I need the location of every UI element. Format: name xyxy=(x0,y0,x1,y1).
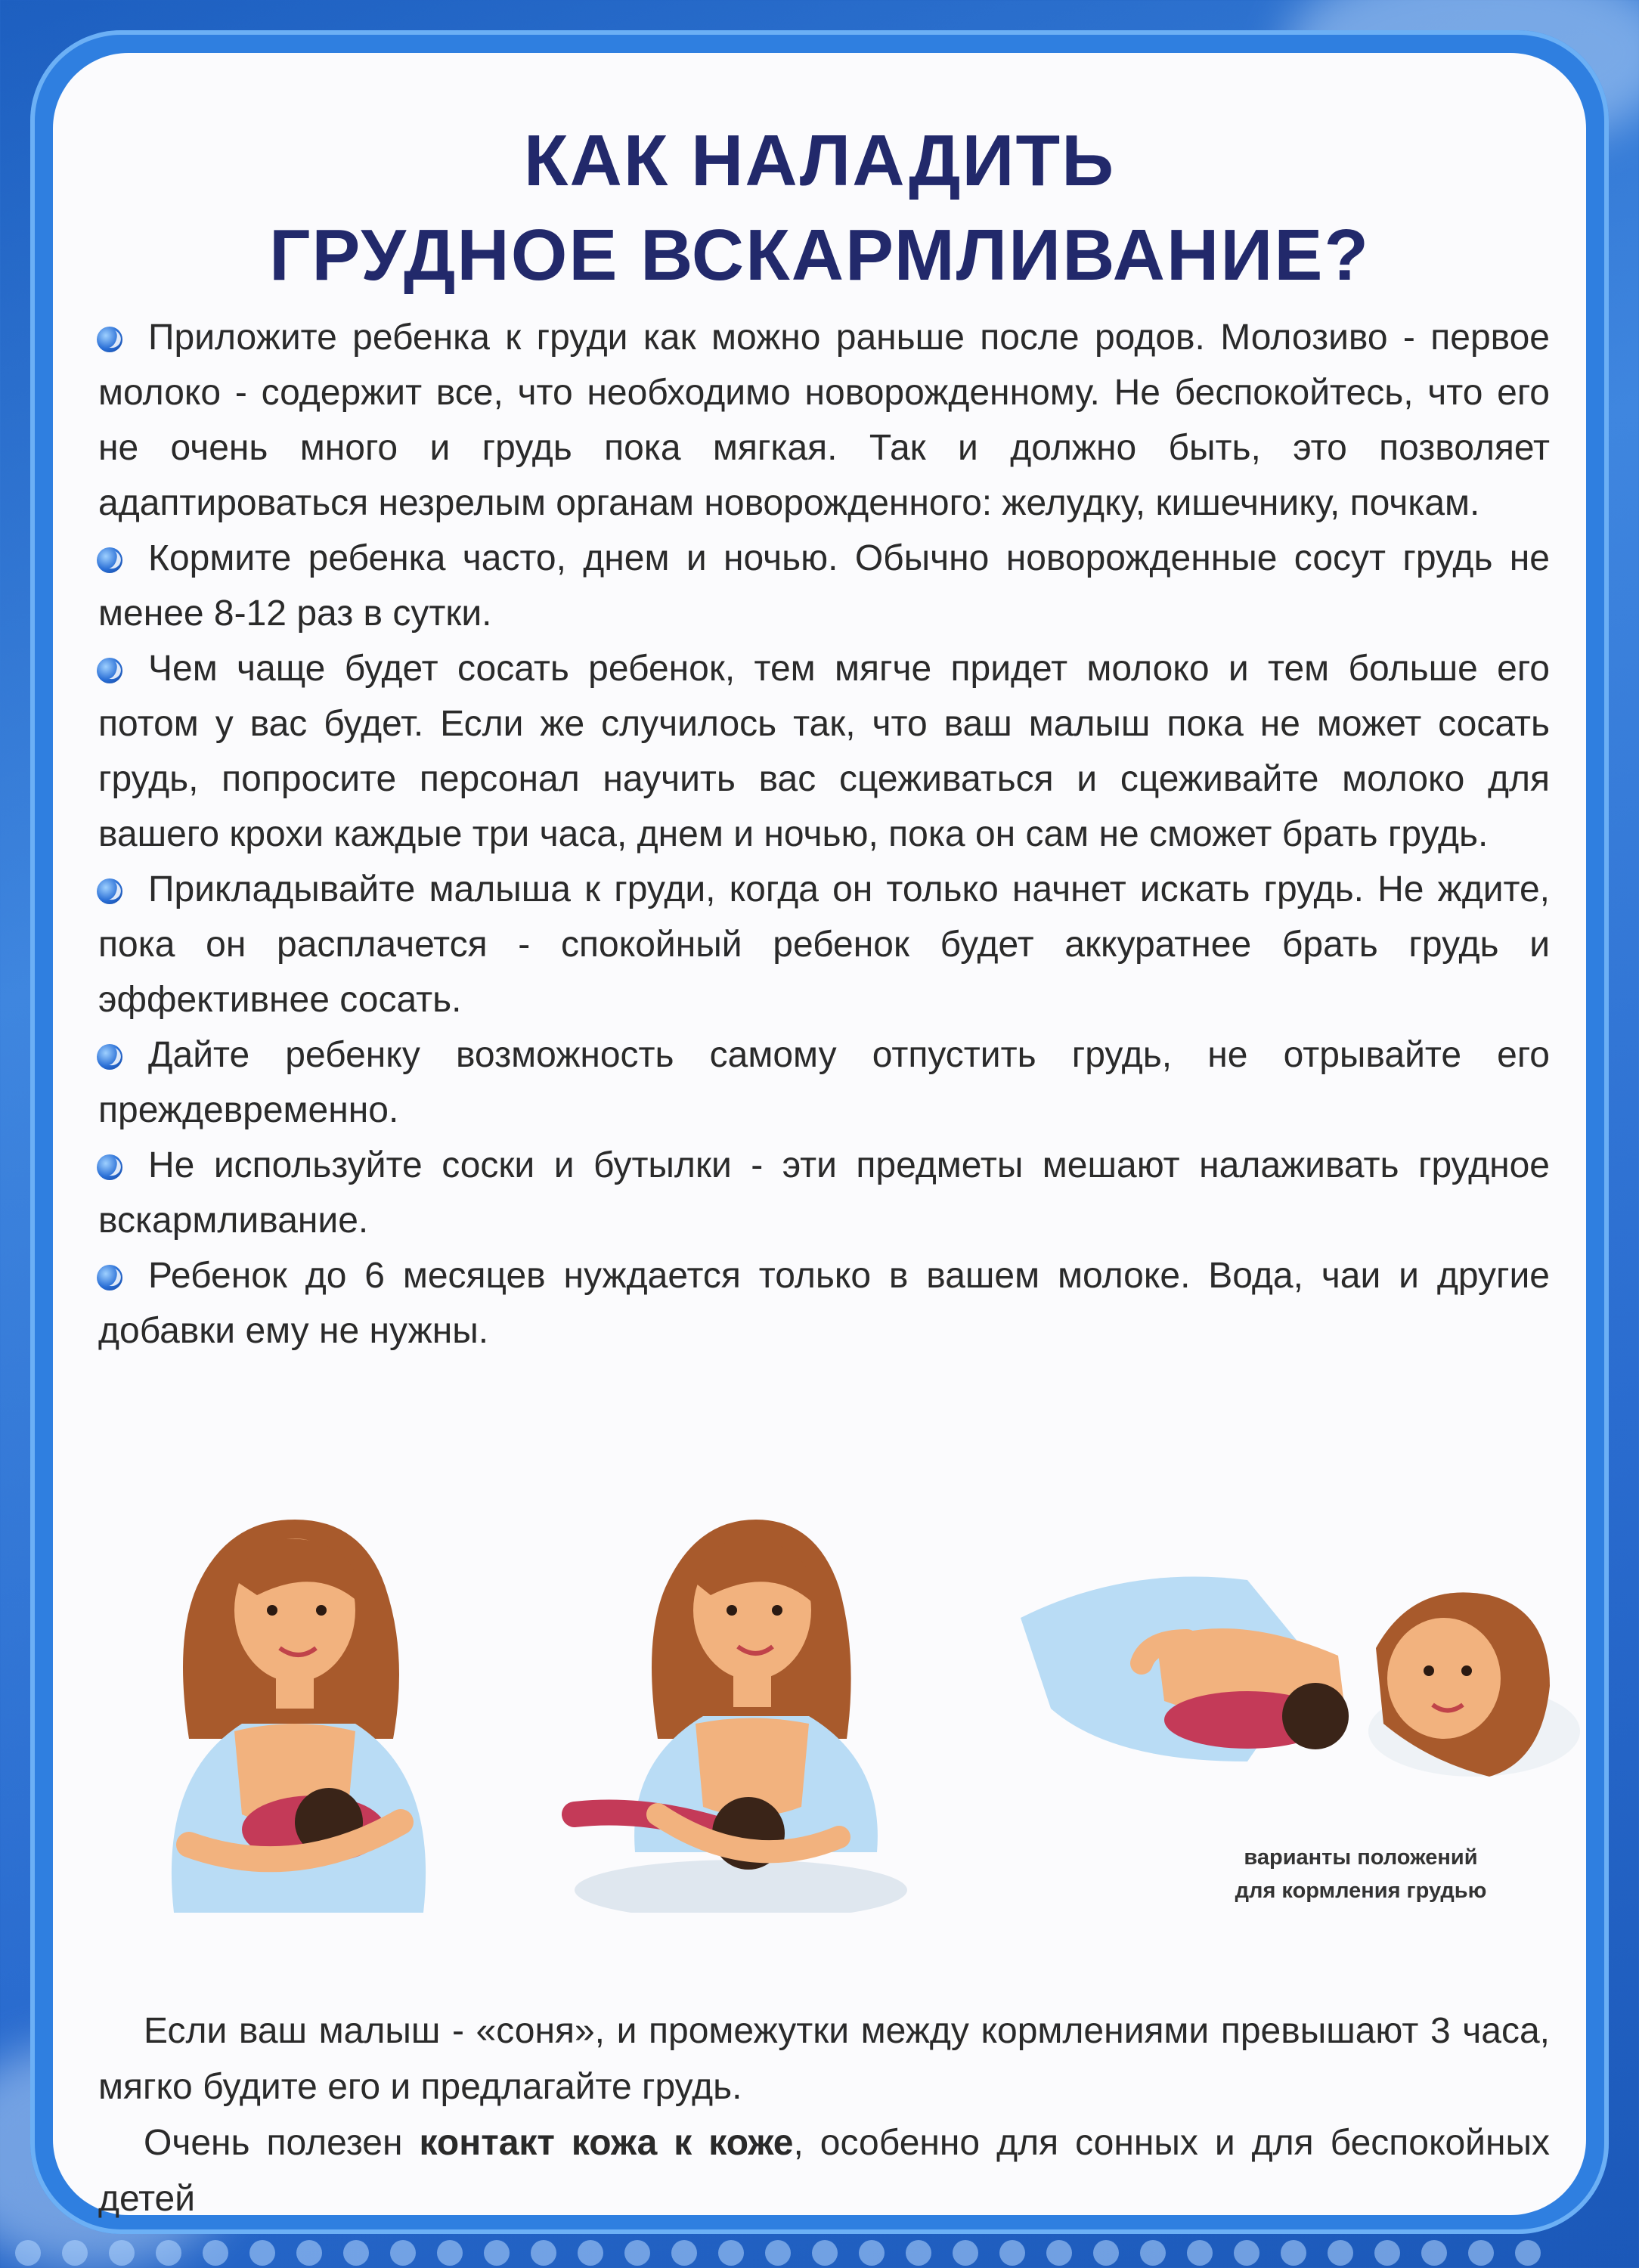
tip-item xyxy=(98,310,1550,531)
footer-emphasis: контакт кожа к коже xyxy=(419,2123,794,2163)
tip-item xyxy=(98,641,1550,862)
title-line-2: ГРУДНОЕ ВСКАРМЛИВАНИЕ? xyxy=(268,215,1370,296)
tip-text: Дайте ребенку возможность самому отпустить грудь, не отрывайте его преждевременно. xyxy=(98,1035,1550,1130)
tip-text: Приложите ребенка к груди как можно раньше после родов. Молозиво - первое молоко - содержит все, что необходимо новорожденному. Не беспокойтесь, что его не очень много и грудь пока мягкая. Так и должно быть, это позволяет адаптироваться незрелым органам новорожденного: желудку, кишечнику, почкам. xyxy=(98,318,1550,523)
bullet-icon xyxy=(97,1154,122,1180)
illustration-caption xyxy=(1157,1841,1565,1907)
bullet-icon xyxy=(97,878,122,904)
footer-paragraph-1: Если ваш малыш - «соня», и промежутки между кормлениями превышают 3 часа, мягко будите его и предлагайте грудь. xyxy=(98,2011,1550,2107)
tip-text: Чем чаще будет сосать ребенок, тем мягче придет молоко и тем больше его потом у вас будет. Если же случилось так, что ваш малыш пока не может сосать грудь, попросите персонал научить вас сцеживаться и сцеживайте молоко для вашего крохи каждые три часа, днем и ночью, пока он сам не сможет брать грудь. xyxy=(98,649,1550,854)
tip-text: Ребенок до 6 месяцев нуждается только в вашем молоке. Вода, чаи и другие добавки ему не нужны. xyxy=(98,1256,1550,1351)
tips-list xyxy=(98,310,1550,1359)
caption-line-2: для кормления грудью xyxy=(1235,1879,1487,1903)
tip-text: Не используйте соски и бутылки - эти предметы мешают налаживать грудное вскармливание. xyxy=(98,1145,1550,1241)
tip-item xyxy=(98,1138,1550,1248)
bullet-icon xyxy=(97,1265,122,1290)
bullet-icon xyxy=(97,327,122,352)
tip-text: Прикладывайте малыша к груди, когда он только начнет искать грудь. Не ждите, пока он расплачется - спокойный ребенок будет аккуратнее брать грудь и эффективнее сосать. xyxy=(98,869,1550,1020)
background-dots xyxy=(0,2238,1639,2268)
tip-item xyxy=(98,1248,1550,1359)
bullet-icon xyxy=(97,658,122,683)
footer-notes xyxy=(98,2003,1550,2227)
tip-item xyxy=(98,862,1550,1027)
tip-item xyxy=(98,1027,1550,1138)
bullet-icon xyxy=(97,1044,122,1070)
footer-text: Очень полезен xyxy=(144,2123,420,2163)
mother-pillow-hold-illustration xyxy=(552,1489,930,1913)
footer-text: , особенно для сонных и для беспокойных детей xyxy=(98,2123,1551,2219)
page-title xyxy=(53,113,1586,302)
tip-item xyxy=(98,531,1550,641)
caption-line-1: варианты положений xyxy=(1244,1845,1478,1870)
mother-side-lying-illustration xyxy=(1021,1535,1580,1852)
title-line-1: КАК НАЛАДИТЬ xyxy=(523,120,1116,201)
poster-panel xyxy=(53,53,1586,2219)
tip-text: Кормите ребенка часто, днем и ночью. Обычно новорожденные сосут грудь не менее 8-12 раз в сутки. xyxy=(98,538,1550,634)
footer-paragraph-2 xyxy=(98,2115,1550,2227)
bullet-icon xyxy=(97,547,122,573)
mother-cradle-hold-illustration xyxy=(144,1489,461,1913)
